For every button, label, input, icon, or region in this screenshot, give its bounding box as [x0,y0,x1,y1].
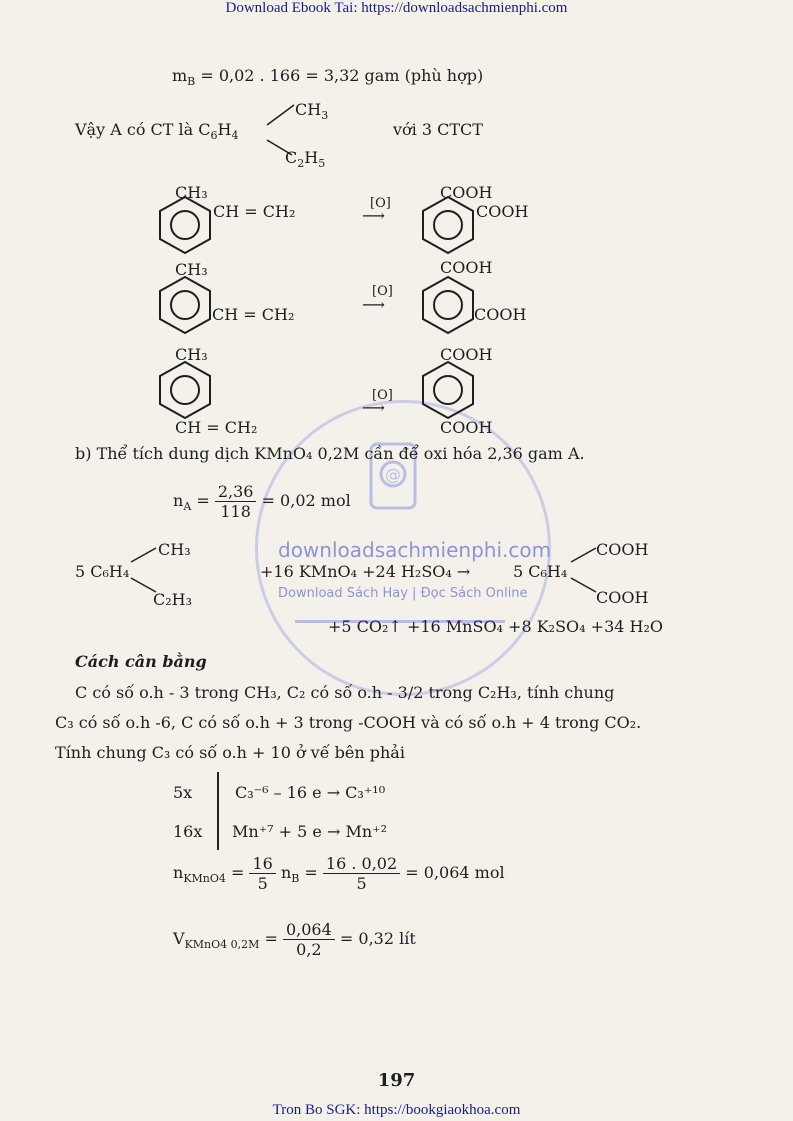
vkmno4-calc: $V_{KMnO4 0,2M}$ = $\frac{0,064}{0,2}$ = 0,32 lít [173,920,416,959]
benzene-ring-2 [155,275,215,335]
structure-count: với 3 CTCT [393,120,483,139]
nkmno4-calc: $n_{KMnO4}$ = $\frac{16}{5}$ $n_B$ = $\frac{16 . 0,02}{5}$ = 0,064 mol [173,854,505,893]
header-download-link[interactable]: Download Ebook Tai: https://downloadsachmienphi.com [225,0,568,16]
eq-ch3: CH₃ [158,540,191,559]
r3-prod1: COOH [440,345,493,364]
half2-coef: 16x [173,822,203,841]
watermark-tagline: Download Sách Hay | Đọc Sách Online [278,586,528,601]
r1-sub2: CH = CH₂ [213,202,296,221]
formula-a-line: Vậy A có CT là $C_6H_4$ [75,120,239,143]
eq-mid: +16 KMnO₄ +24 H₂SO₄ → [260,562,471,581]
eq-c2h3: C₂H₃ [153,590,193,609]
r1-sub1: CH₃ [175,183,208,202]
r2-sub1: CH₃ [175,260,208,279]
r1-prod2: COOH [476,202,529,221]
para-3: Tính chung C₃ có số o.h + 10 ở vế bên phải [55,743,405,762]
r2-arrow-label: [O] [372,284,393,299]
eq-cooh2: COOH [596,588,649,607]
r1-arrow-label: [O] [370,196,391,211]
r2-sub2: CH = CH₂ [212,305,295,324]
half-reaction-bar [217,772,219,850]
part-b-heading: b) Thể tích dung dịch KMnO₄ 0,2M cần để oxi hóa 2,36 gam A. [75,444,585,463]
branch-ch3: $CH_3$ [295,100,329,123]
para-1: C có số o.h - 3 trong CH₃, C₂ có số o.h - 3/2 trong C₂H₃, tính chung [75,683,615,702]
footer-sgk-link[interactable]: Tron Bo SGK: https://bookgiaokhoa.com [272,1102,521,1118]
r2-arrow: ⟶ [362,295,385,314]
r3-arrow-label: [O] [372,388,393,403]
balancing-title: Cách cân bằng [75,652,207,671]
half1-coef: 5x [173,783,193,802]
watermark-site: downloadsachmienphi.com [278,538,552,562]
eq-left: 5 C₆H₄ [75,562,130,581]
benzene-ring-1p [418,195,478,255]
half2: Mn⁺⁷ + 5 e → Mn⁺² [232,822,387,841]
r2-prod1: COOH [440,258,493,277]
eq-line2: +5 CO₂↑ +16 MnSO₄ +8 K₂SO₄ +34 H₂O [328,617,664,636]
benzene-ring-3p [418,360,478,420]
mass-b-line: $m_B = 0,02$ . 166 = 3,32 gam (phù hợp) [172,66,484,89]
r1-prod1: COOH [440,183,493,202]
r1-arrow: ⟶ [362,206,385,225]
eq-prod: 5 C₆H₄ [513,562,568,581]
branch-c2h5: $C_2H_5$ [285,148,326,171]
r3-sub2: CH = CH₂ [175,418,258,437]
page-number: 197 [377,1070,416,1091]
benzene-ring-2p [418,275,478,335]
r3-prod2: COOH [440,418,493,437]
na-calc: $n_A$ = $\frac{2,36}{118}$ = 0,02 mol [173,482,351,521]
benzene-ring-3 [155,360,215,420]
r2-prod2: COOH [474,305,527,324]
para-2: C₃ có số o.h -6, C có số o.h + 3 trong -COOH và có số o.h + 4 trong CO₂. [55,713,642,732]
r3-arrow: ⟶ [362,398,385,417]
benzene-ring-1 [155,195,215,255]
r3-sub1: CH₃ [175,345,208,364]
svg-text:@: @ [385,465,401,484]
eq-cooh1: COOH [596,540,649,559]
half1: C₃⁻⁶ – 16 e → C₃⁺¹⁰ [235,783,386,802]
